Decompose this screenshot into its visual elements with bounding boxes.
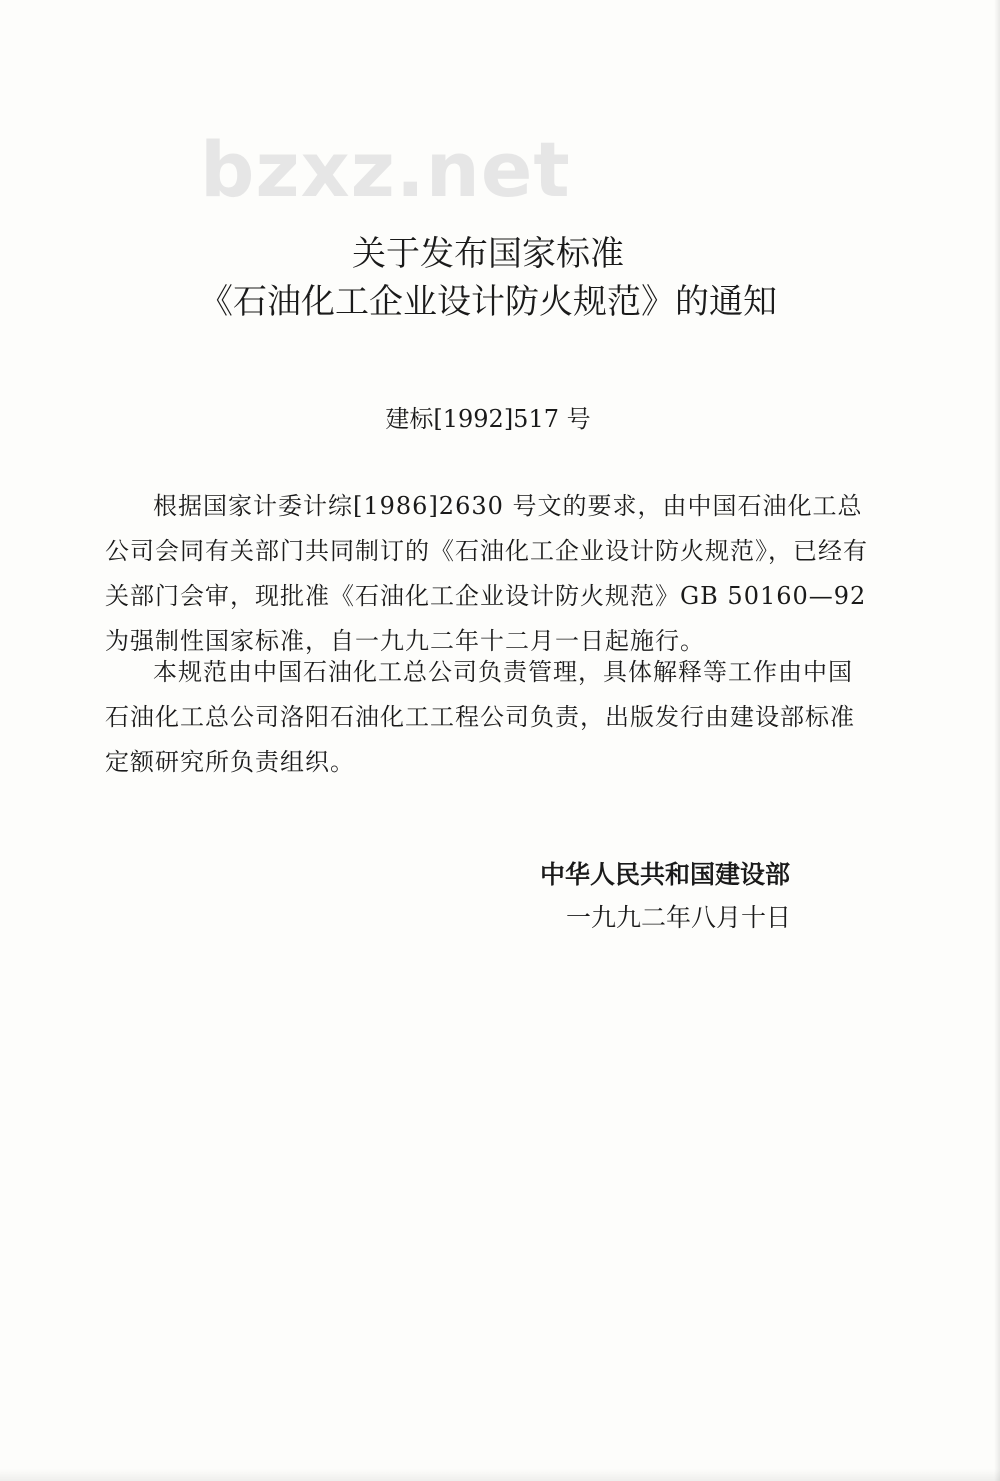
title-line-2: 《石油化工企业设计防火规范》的通知 — [199, 282, 777, 322]
paragraph-2: 本规范由中国石油化工总公司负责管理，具体解释等工作由中国石油化工总公司洛阳石油化工工程公司负责，出版发行由建设部标准定额研究所负责组织。 — [105, 658, 855, 776]
watermark-text: bzxz.net — [200, 125, 571, 214]
document-number: 建标[1992]517 号 — [385, 405, 591, 433]
title-line-1: 关于发布国家标准 — [352, 234, 624, 274]
paragraph-1: 根据国家计委计综[1986]2630 号文的要求，由中国石油化工总公司会同有关部门共同制订的《石油化工企业设计防火规范》，已经有关部门会审，现批准《石油化工企业设计防火规范》GB 50160—92 为强制性国家标准，自一九九二年十二月一日起施行。 — [105, 492, 868, 655]
page-edge-shadow — [994, 0, 1000, 1481]
page-bottom-shadow — [0, 1469, 1000, 1481]
signature-organization: 中华人民共和国建设部 — [540, 860, 791, 889]
signature-date: 一九九二年八月十日 — [566, 903, 792, 932]
